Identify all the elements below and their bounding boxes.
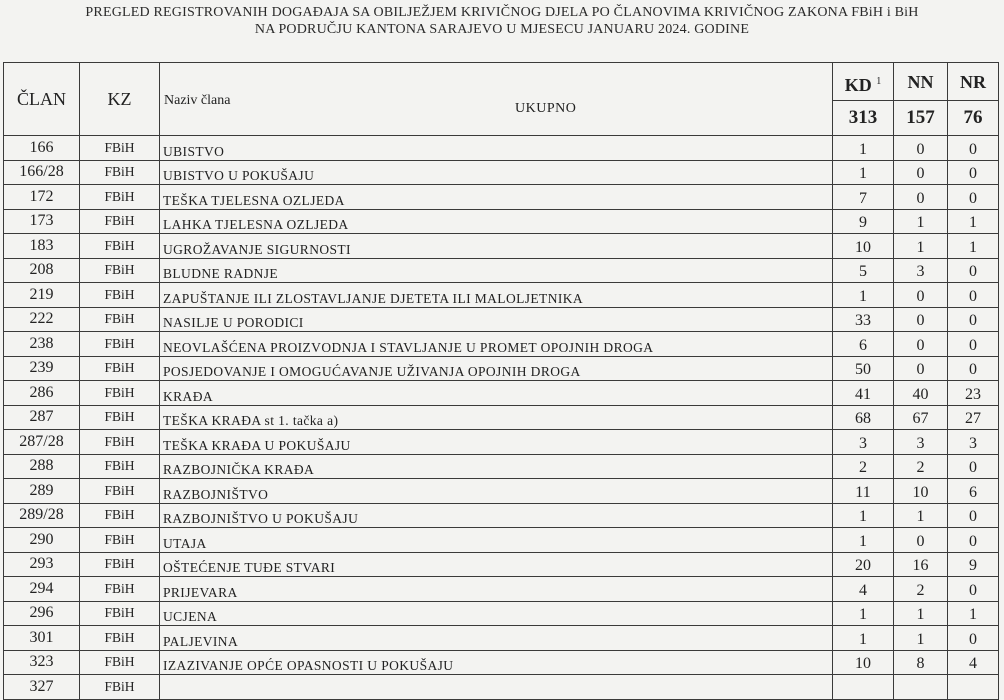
- cell-nn: 0: [894, 160, 948, 185]
- cell-kz: FBiH: [80, 234, 160, 259]
- cell-kd: 5: [833, 258, 894, 283]
- cell-clan: 289: [4, 479, 80, 504]
- cell-nr: 0: [948, 626, 999, 651]
- cell-kz: FBiH: [80, 528, 160, 553]
- cell-kz: FBiH: [80, 675, 160, 700]
- cell-kz: FBiH: [80, 577, 160, 602]
- header-nn-cell: [894, 63, 948, 136]
- cell-nn: 1: [894, 626, 948, 651]
- total-nn: 157: [906, 106, 935, 128]
- cell-nn: 0: [894, 185, 948, 210]
- cell-kd: [833, 675, 894, 700]
- cell-nn: [894, 675, 948, 700]
- header-kz: KZ: [80, 63, 160, 136]
- cell-kz: FBiH: [80, 307, 160, 332]
- header-nr: NR: [948, 64, 998, 101]
- cell-kz: FBiH: [80, 626, 160, 651]
- cell-naziv: RAZBOJNIŠTVO: [160, 479, 833, 504]
- cell-naziv: UCJENA: [160, 601, 833, 626]
- cell-kd: 1: [833, 503, 894, 528]
- cell-nn: 0: [894, 528, 948, 553]
- table-header-row: [4, 63, 999, 136]
- cell-nr: [948, 675, 999, 700]
- cell-kz: FBiH: [80, 479, 160, 504]
- cell-kz: FBiH: [80, 356, 160, 381]
- table-row: [4, 356, 999, 381]
- cell-kz: FBiH: [80, 332, 160, 357]
- cell-nr: 0: [948, 356, 999, 381]
- header-clan: ČLAN: [4, 63, 80, 136]
- cell-nn: 1: [894, 234, 948, 259]
- cell-nr: 0: [948, 160, 999, 185]
- cell-clan: 289/28: [4, 503, 80, 528]
- table-row: [4, 381, 999, 406]
- cell-nn: 10: [894, 479, 948, 504]
- cell-kd: 41: [833, 381, 894, 406]
- cell-nn: 3: [894, 430, 948, 455]
- cell-nr: 0: [948, 454, 999, 479]
- cell-naziv: LAHKA TJELESNA OZLJEDA: [160, 209, 833, 234]
- cell-kz: FBiH: [80, 503, 160, 528]
- cell-kd: 2: [833, 454, 894, 479]
- cell-kz: FBiH: [80, 258, 160, 283]
- cell-naziv: PRIJEVARA: [160, 577, 833, 602]
- header-nn: NN: [894, 64, 947, 101]
- cell-clan: 238: [4, 332, 80, 357]
- cell-nr: 1: [948, 209, 999, 234]
- cell-naziv: UGROŽAVANJE SIGURNOSTI: [160, 234, 833, 259]
- cell-clan: 294: [4, 577, 80, 602]
- cell-kz: FBiH: [80, 160, 160, 185]
- cell-nr: 0: [948, 283, 999, 308]
- cell-kd: 33: [833, 307, 894, 332]
- cell-kz: FBiH: [80, 601, 160, 626]
- cell-naziv: RAZBOJNIČKA KRAĐA: [160, 454, 833, 479]
- cell-kd: 1: [833, 528, 894, 553]
- cell-kz: FBiH: [80, 430, 160, 455]
- cell-nn: 16: [894, 552, 948, 577]
- cell-nr: 1: [948, 601, 999, 626]
- cell-kd: 1: [833, 626, 894, 651]
- cell-nn: 8: [894, 650, 948, 675]
- cell-clan: 172: [4, 185, 80, 210]
- table-row: [4, 479, 999, 504]
- cell-clan: 219: [4, 283, 80, 308]
- cell-nn: 0: [894, 356, 948, 381]
- cell-naziv: NASILJE U PORODICI: [160, 307, 833, 332]
- cell-clan: 323: [4, 650, 80, 675]
- cell-nn: 1: [894, 209, 948, 234]
- cell-clan: 296: [4, 601, 80, 626]
- cell-kd: 6: [833, 332, 894, 357]
- header-ukupno: UKUPNO: [515, 101, 577, 116]
- cell-nr: 0: [948, 258, 999, 283]
- cell-kd: 3: [833, 430, 894, 455]
- cell-clan: 166/28: [4, 160, 80, 185]
- cell-nn: 2: [894, 454, 948, 479]
- table-row: [4, 258, 999, 283]
- table-row: [4, 675, 999, 700]
- cell-nr: 0: [948, 577, 999, 602]
- table-row: [4, 626, 999, 651]
- cell-kd: 9: [833, 209, 894, 234]
- cell-nn: 3: [894, 258, 948, 283]
- cell-clan: 222: [4, 307, 80, 332]
- cell-nr: 0: [948, 307, 999, 332]
- cell-clan: 327: [4, 675, 80, 700]
- cell-naziv: TEŠKA KRAĐA st 1. tačka a): [160, 405, 833, 430]
- cell-nr: 3: [948, 430, 999, 455]
- cell-kd: 1: [833, 601, 894, 626]
- header-naziv-cell: [160, 63, 833, 136]
- table-row: [4, 430, 999, 455]
- table-row: [4, 503, 999, 528]
- cell-kd: 20: [833, 552, 894, 577]
- table-row: [4, 650, 999, 675]
- cell-nn: 1: [894, 503, 948, 528]
- header-kd-footnote: 1: [876, 75, 882, 87]
- table-row: [4, 405, 999, 430]
- cell-kz: FBiH: [80, 283, 160, 308]
- cell-kz: FBiH: [80, 209, 160, 234]
- cell-nr: 1: [948, 234, 999, 259]
- cell-kz: FBiH: [80, 650, 160, 675]
- cell-clan: 166: [4, 136, 80, 161]
- cell-naziv: RAZBOJNIŠTVO U POKUŠAJU: [160, 503, 833, 528]
- cell-kd: 50: [833, 356, 894, 381]
- cell-naziv: UTAJA: [160, 528, 833, 553]
- cell-clan: 287: [4, 405, 80, 430]
- cell-naziv: NEOVLAŠĆENA PROIZVODNJA I STAVLJANJE U PROMET OPOJNIH DROGA: [160, 332, 833, 357]
- cell-clan: 288: [4, 454, 80, 479]
- cell-nr: 0: [948, 136, 999, 161]
- title-line-2: NA PODRUČJU KANTONA SARAJEVO U MJESECU JANUARU 2024. GODINE: [254, 22, 750, 37]
- cell-kd: 4: [833, 577, 894, 602]
- cell-naziv: [160, 675, 833, 700]
- cell-clan: 286: [4, 381, 80, 406]
- cell-naziv: PALJEVINA: [160, 626, 833, 651]
- cell-nn: 0: [894, 332, 948, 357]
- table-row: [4, 601, 999, 626]
- cell-kd: 1: [833, 160, 894, 185]
- total-kd: 313: [848, 106, 878, 128]
- cell-naziv: UBISTVO U POKUŠAJU: [160, 160, 833, 185]
- table-row: [4, 136, 999, 161]
- cell-nn: 0: [894, 136, 948, 161]
- cell-naziv: BLUDNE RADNJE: [160, 258, 833, 283]
- table-row: [4, 209, 999, 234]
- cell-nr: 0: [948, 185, 999, 210]
- cell-nn: 2: [894, 577, 948, 602]
- table-row: [4, 234, 999, 259]
- cell-naziv: KRAĐA: [160, 381, 833, 406]
- cell-nr: 0: [948, 332, 999, 357]
- cell-nn: 67: [894, 405, 948, 430]
- table-row: [4, 283, 999, 308]
- table-row: [4, 552, 999, 577]
- cell-kd: 68: [833, 405, 894, 430]
- cell-kz: FBiH: [80, 381, 160, 406]
- cell-nr: 6: [948, 479, 999, 504]
- cell-nn: 0: [894, 307, 948, 332]
- cell-nn: 40: [894, 381, 948, 406]
- cell-clan: 301: [4, 626, 80, 651]
- table-row: [4, 307, 999, 332]
- table-row: [4, 454, 999, 479]
- crimes-table: [3, 62, 999, 700]
- document-title: [0, 4, 1004, 38]
- cell-nr: 27: [948, 405, 999, 430]
- cell-kd: 1: [833, 283, 894, 308]
- table-row: [4, 577, 999, 602]
- cell-naziv: ZAPUŠTANJE ILI ZLOSTAVLJANJE DJETETA ILI MALOLJETNIKA: [160, 283, 833, 308]
- cell-kd: 10: [833, 650, 894, 675]
- cell-kz: FBiH: [80, 552, 160, 577]
- table-row: [4, 160, 999, 185]
- header-naziv: Naziv člana: [164, 93, 231, 108]
- cell-nn: 1: [894, 601, 948, 626]
- table-row: [4, 528, 999, 553]
- total-nr: 76: [963, 106, 983, 128]
- cell-nr: 0: [948, 528, 999, 553]
- table-row: [4, 185, 999, 210]
- cell-nr: 4: [948, 650, 999, 675]
- cell-nr: 9: [948, 552, 999, 577]
- cell-kd: 11: [833, 479, 894, 504]
- cell-kz: FBiH: [80, 405, 160, 430]
- cell-naziv: TEŠKA TJELESNA OZLJEDA: [160, 185, 833, 210]
- cell-clan: 183: [4, 234, 80, 259]
- cell-clan: 208: [4, 258, 80, 283]
- cell-clan: 287/28: [4, 430, 80, 455]
- cell-kd: 7: [833, 185, 894, 210]
- cell-kz: FBiH: [80, 136, 160, 161]
- cell-clan: 290: [4, 528, 80, 553]
- cell-kd: 10: [833, 234, 894, 259]
- cell-naziv: POSJEDOVANJE I OMOGUĆAVANJE UŽIVANJA OPOJNIH DROGA: [160, 356, 833, 381]
- cell-clan: 239: [4, 356, 80, 381]
- header-nr-cell: [948, 63, 999, 136]
- title-line-1: PREGLED REGISTROVANIH DOGAĐAJA SA OBILJEŽJEM KRIVIČNOG DJELA PO ČLANOVIMA KRIVIČNOG ZAKONA FBiH i BiH: [85, 5, 919, 20]
- cell-kd: 1: [833, 136, 894, 161]
- cell-naziv: OŠTEĆENJE TUĐE STVARI: [160, 552, 833, 577]
- cell-naziv: UBISTVO: [160, 136, 833, 161]
- table-row: [4, 332, 999, 357]
- cell-nr: 0: [948, 503, 999, 528]
- cell-kz: FBiH: [80, 454, 160, 479]
- cell-nr: 23: [948, 381, 999, 406]
- cell-kz: FBiH: [80, 185, 160, 210]
- header-kd: KD: [844, 74, 872, 95]
- cell-clan: 293: [4, 552, 80, 577]
- cell-nn: 0: [894, 283, 948, 308]
- header-kd-cell: [833, 63, 894, 136]
- cell-naziv: TEŠKA KRAĐA U POKUŠAJU: [160, 430, 833, 455]
- cell-clan: 173: [4, 209, 80, 234]
- cell-naziv: IZAZIVANJE OPĆE OPASNOSTI U POKUŠAJU: [160, 650, 833, 675]
